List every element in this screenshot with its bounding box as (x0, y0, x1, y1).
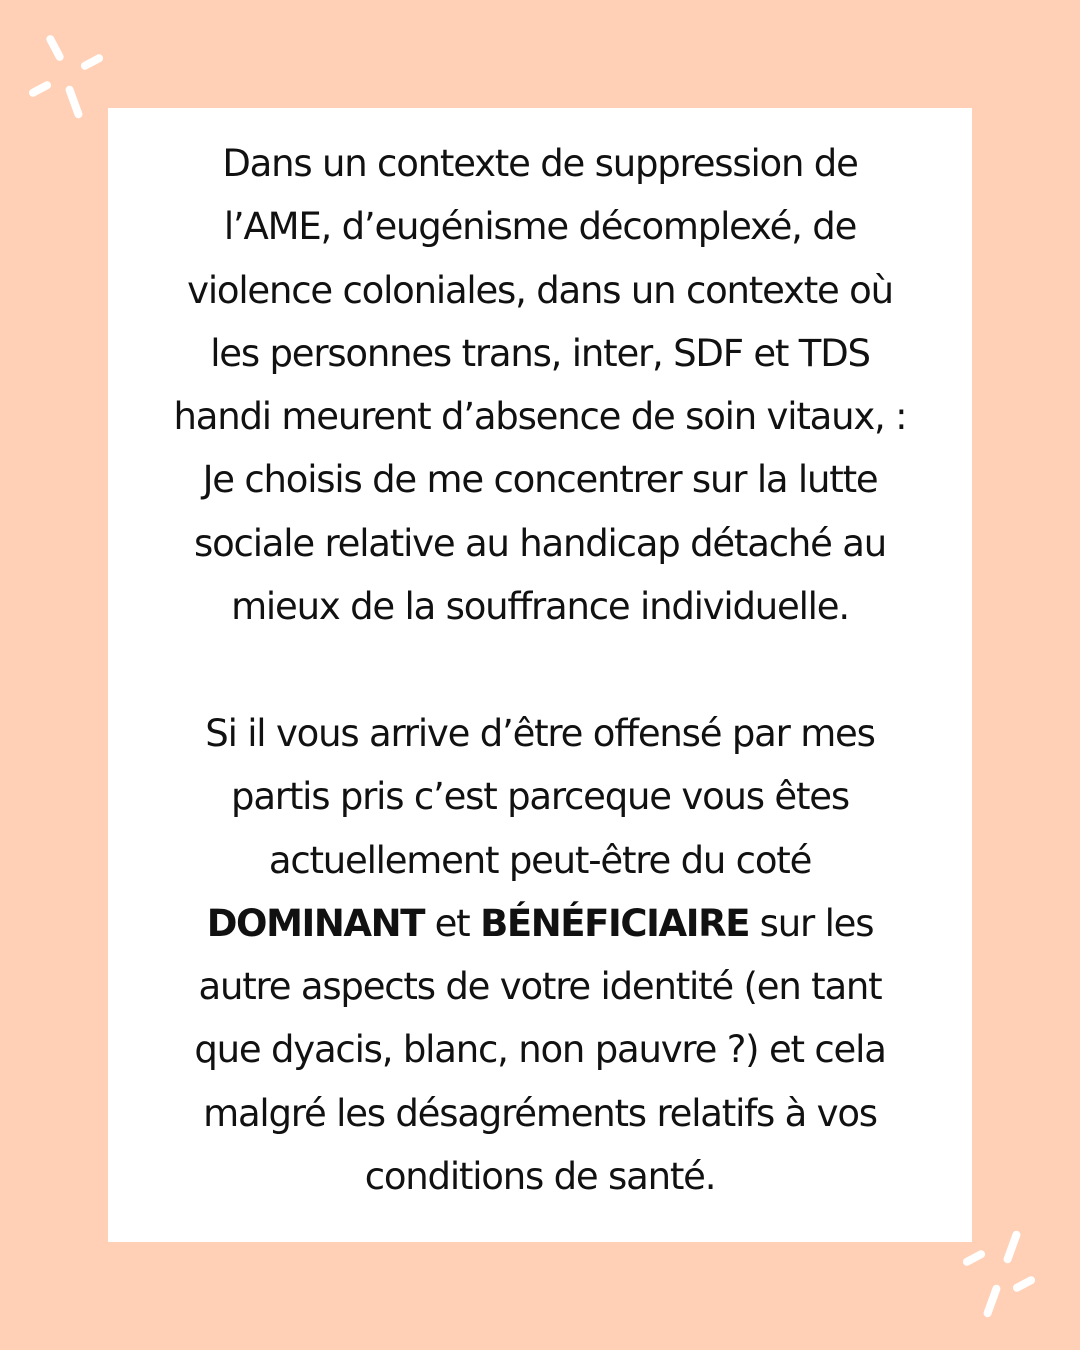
paragraph-two-line: Si il vous arrive d’être offensé par mes (205, 712, 875, 755)
paragraph-two-line: autre aspects de votre identité (en tant (198, 965, 882, 1009)
quote-card (108, 108, 972, 1242)
paragraph-two-line: que dyacis, blanc, non pauvre ?) et cela (194, 1028, 886, 1072)
paragraph-two-line: conditions de santé. (364, 1155, 716, 1199)
paragraph-one-line: Je choisis de me concentrer sur la lutte (202, 458, 878, 502)
paragraph-two (108, 702, 972, 1208)
paragraph-one-line: mieux de la souffrance individuelle. (231, 585, 849, 629)
emphasis-tail: sur les (749, 901, 874, 945)
sparkle-bottom-right-icon (950, 1230, 1040, 1320)
sparkle-top-left-icon (22, 30, 112, 120)
paragraph-two-line: actuellement peut-être du coté (268, 838, 812, 882)
beneficiaire-emphasis: BÉNÉFICIAIRE (480, 901, 750, 945)
paragraph-one (108, 132, 972, 638)
paragraph-one-line: violence coloniales, dans un contexte où (187, 268, 893, 312)
paragraph-one-line: les personnes trans, inter, SDF et TDS (210, 331, 870, 375)
paragraph-one-line: Dans un contexte de suppression de (222, 142, 858, 185)
dominant-emphasis: DOMINANT (206, 901, 425, 945)
paragraph-one-line: sociale relative au handicap détaché au (194, 521, 886, 565)
paragraph-two-line: malgré les désagréments relatifs à vos (203, 1091, 877, 1135)
paragraph-two-emphasis-line (108, 892, 972, 955)
emphasis-connector: et (424, 901, 481, 945)
paragraph-one-line: l’AME, d’eugénisme décomplexé, de (223, 205, 857, 249)
paragraph-two-line: partis pris c’est parceque vous êtes (231, 775, 849, 819)
paragraph-one-line: handi meurent d’absence de soin vitaux, : (173, 395, 907, 439)
